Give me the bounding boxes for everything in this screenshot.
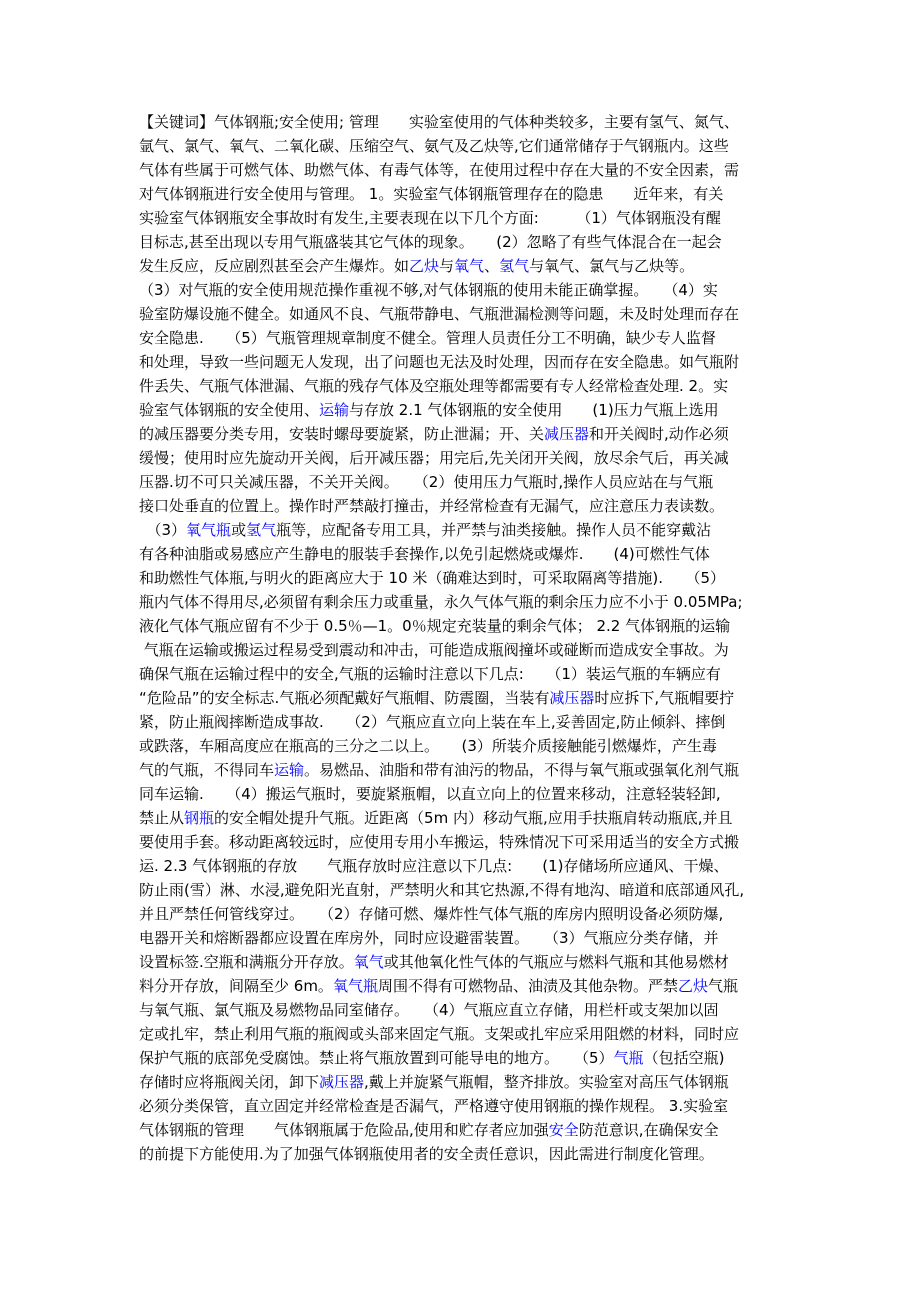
text-line xyxy=(139,1118,781,1142)
text-segment: ,戴上并旋紧气瓶帽，整齐排放。实验室对高压气体钢瓶 xyxy=(364,1073,729,1091)
text-line xyxy=(139,758,781,782)
text-line xyxy=(139,374,781,398)
text-line xyxy=(139,902,781,926)
text-segment: 要使用手套。移动距离较远时，应使用专用小车搬运，特殊情况下可采用适当的安全方式搬 xyxy=(139,833,740,851)
text-segment: 和开关阀时,动作必须 xyxy=(589,425,729,443)
text-line xyxy=(139,878,781,902)
text-segment: 周围不得有可燃物品、油渍及其他杂物。严禁 xyxy=(377,977,678,995)
text-line xyxy=(139,398,781,422)
text-segment: 设置标签.空瓶和满瓶分开存放。 xyxy=(139,953,354,971)
text-segment: 氩气、氯气、氧气、二氧化碳、压缩空气、氨气及乙炔等,它们通常储存于气钢瓶内。这些 xyxy=(139,137,729,155)
text-segment: 、 xyxy=(484,257,500,275)
text-segment: 存储时应将瓶阀关闭，卸下 xyxy=(139,1073,320,1091)
text-segment: （3）对气瓶的安全使用规范操作重视不够,对气体钢瓶的使用未能正确掌握。 （4）实 xyxy=(139,281,718,299)
text-line xyxy=(139,134,781,158)
text-segment: “危险品”的安全标志.气瓶必须配戴好气瓶帽、防震圈，当装有 xyxy=(139,689,550,707)
keyword-link[interactable]: 氧气瓶 xyxy=(332,977,378,995)
text-segment: 发生反应，反应剧烈甚至会产生爆炸。如 xyxy=(139,257,410,275)
text-segment: 实验室气体钢瓶安全事故时有发生,主要表现在以下几个方面: （1）气体钢瓶没有醒 xyxy=(139,209,721,227)
text-line xyxy=(139,278,781,302)
keyword-link[interactable]: 氧气 xyxy=(454,257,485,275)
text-line xyxy=(139,806,781,830)
text-segment: 液化气体气瓶应留有不少于 0.5％—1。0％规定充装量的剩余气体； 2.2 气体钢瓶的运输 xyxy=(139,617,731,635)
text-segment: 对气体钢瓶进行安全使用与管理。 1。实验室气体钢瓶管理存在的隐患 近年来，有关 xyxy=(139,185,724,203)
text-line xyxy=(139,710,781,734)
text-segment: 确保气瓶在运输过程中的安全,气瓶的运输时注意以下几点: （1）装运气瓶的车辆应有 xyxy=(139,665,721,683)
text-line xyxy=(139,686,781,710)
keyword-link[interactable]: 氢气 xyxy=(246,521,277,539)
text-line xyxy=(139,566,781,590)
text-segment: 的减压器要分类专用，安装时螺母要旋紧，防止泄漏；开、关 xyxy=(139,425,545,443)
text-line xyxy=(139,1142,781,1166)
text-line xyxy=(139,662,781,686)
text-segment: 和处理，导致一些问题无人发现，出了问题也无法及时处理，因而存在安全隐患。如气瓶附 xyxy=(139,353,740,371)
text-segment: （包括空瓶) xyxy=(643,1049,725,1067)
text-segment: 或跌落，车厢高度应在瓶高的三分之二以上。 (3）所装介质接触能引燃爆炸，产生毒 xyxy=(139,737,717,755)
text-segment: 验室防爆设施不健全。如通风不良、气瓶带静电、气瓶泄漏检测等问题，未及时处理而存在 xyxy=(139,305,740,323)
keyword-link[interactable]: 运输 xyxy=(319,401,350,419)
text-line xyxy=(139,518,781,542)
text-segment: 瓶内气体不得用尽,必须留有剩余压力或重量，永久气体气瓶的剩余压力应不小于 0.05MPa; xyxy=(139,593,743,611)
text-segment: 料分开存放，间隔至少 6m。 xyxy=(139,977,333,995)
keyword-link[interactable]: 减压器 xyxy=(544,425,590,443)
keyword-link[interactable]: 氧气瓶 xyxy=(186,521,232,539)
text-line xyxy=(139,1022,781,1046)
text-segment: 并且严禁任何管线穿过。 （2）存储可燃、爆炸性气体气瓶的库房内照明设备必须防爆, xyxy=(139,905,724,923)
keyword-link[interactable]: 安全 xyxy=(548,1121,579,1139)
text-line xyxy=(139,302,781,326)
text-segment: 气瓶在运输或搬运过程易受到震动和冲击，可能造成瓶阀撞坏或碰断而造成安全事故。为 xyxy=(139,641,729,659)
keyword-link[interactable]: 气瓶 xyxy=(613,1049,644,1067)
text-line xyxy=(139,230,781,254)
keyword-link[interactable]: 乙炔 xyxy=(677,977,708,995)
text-line xyxy=(139,254,781,278)
keyword-link[interactable]: 氢气 xyxy=(499,257,530,275)
text-line xyxy=(139,638,781,662)
text-line xyxy=(139,206,781,230)
text-line xyxy=(139,422,781,446)
text-segment: 的安全帽处提升气瓶。近距离（5m 内）移动气瓶,应用手扶瓶肩转动瓶底,并且 xyxy=(214,809,733,827)
text-line xyxy=(139,854,781,878)
text-segment: 气的气瓶，不得同车 xyxy=(139,761,275,779)
text-line xyxy=(139,782,781,806)
text-segment: 的前提下方能使用.为了加强气体钢瓶使用者的安全责任意识，因此需进行制度化管理。 xyxy=(139,1145,714,1163)
text-segment: 禁止从 xyxy=(139,809,185,827)
text-line xyxy=(139,470,781,494)
text-segment: 气体钢瓶的管理 气体钢瓶属于危险品,使用和贮存者应加强 xyxy=(139,1121,549,1139)
text-line xyxy=(139,974,781,998)
text-line xyxy=(139,734,781,758)
text-segment: 和助燃性气体瓶,与明火的距离应大于 10 米（确难达到时，可采取隔离等措施). （5） xyxy=(139,569,726,587)
text-segment: 气体有些属于可燃气体、助燃气体、有毒气体等，在使用过程中存在大量的不安全因素，需 xyxy=(139,161,740,179)
text-line xyxy=(139,1070,781,1094)
text-segment: 定或扎牢，禁止利用气瓶的瓶阀或头部来固定气瓶。支架或扎牢应采用阻燃的材料，同时应 xyxy=(139,1025,740,1043)
text-line xyxy=(139,1094,781,1118)
text-line xyxy=(139,110,781,134)
text-segment: 安全隐患. （5）气瓶管理规章制度不健全。管理人员责任分工不明确，缺少专人监督 xyxy=(139,329,716,347)
article-body xyxy=(139,110,781,1166)
text-line xyxy=(139,1046,781,1070)
text-segment: 与氧气瓶、氯气瓶及易燃物品同室储存。 （4）气瓶应直立存储，用栏杆或支架加以固 xyxy=(139,1001,719,1019)
text-segment: 目标志,甚至出现以专用气瓶盛装其它气体的现象。 (2）忽略了有些气体混合在一起会 xyxy=(139,233,722,251)
text-line xyxy=(139,614,781,638)
text-segment: 瓶等，应配备专用工具，并严禁与油类接触。操作人员不能穿戴沾 xyxy=(276,521,712,539)
text-segment: 防止雨(雪）淋、水浸,避免阳光直射，严禁明火和其它热源,不得有地沟、暗道和底部通风孔, xyxy=(139,881,745,899)
text-segment: 或其他氧化性气体的气瓶应与燃料气瓶和其他易燃材 xyxy=(383,953,729,971)
text-segment: 或 xyxy=(231,521,247,539)
keyword-link[interactable]: 乙炔 xyxy=(409,257,440,275)
text-segment: 缓慢；使用时应先旋动开关阀，后开减压器；用完后,先关闭开关阀，放尽余气后，再关减 xyxy=(139,449,729,467)
keyword-link[interactable]: 氧气 xyxy=(353,953,384,971)
text-segment: 气瓶 xyxy=(707,977,738,995)
text-line xyxy=(139,590,781,614)
text-segment: 电器开关和熔断器都应设置在库房外，同时应设避雷装置。 （3）气瓶应分类存储，并 xyxy=(139,929,719,947)
text-line xyxy=(139,158,781,182)
text-segment: 保护气瓶的底部免受腐蚀。禁止将气瓶放置到可能导电的地方。 （5） xyxy=(139,1049,614,1067)
text-segment: 与 xyxy=(439,257,455,275)
text-segment: 与氧气、氯气与乙炔等。 xyxy=(529,257,695,275)
text-segment: 接口处垂直的位置上。操作时严禁敲打撞击，并经常检查有无漏气，应注意压力表读数。 xyxy=(139,497,725,515)
text-line xyxy=(139,542,781,566)
keyword-link[interactable]: 运输 xyxy=(274,761,305,779)
text-segment: 必须分类保管，直立固定并经常检查是否漏气，严格遵守使用钢瓶的操作规程。 3.实验室 xyxy=(139,1097,729,1115)
text-segment: 同车运输. （4）搬运气瓶时，要旋紧瓶帽，以直立向上的位置来移动，注意轻装轻卸, xyxy=(139,785,721,803)
keyword-link[interactable]: 钢瓶 xyxy=(184,809,215,827)
text-line xyxy=(139,950,781,974)
keyword-link[interactable]: 减压器 xyxy=(319,1073,365,1091)
text-line xyxy=(139,926,781,950)
text-line xyxy=(139,494,781,518)
text-segment: （3） xyxy=(139,521,187,539)
text-segment: 有各种油脂或易感应产生静电的服装手套操作,以免引起燃烧或爆炸. (4)可燃性气体 xyxy=(139,545,710,563)
text-line xyxy=(139,446,781,470)
text-segment: 。易燃品、油脂和带有油污的物品，不得与氧气瓶或强氧化剂气瓶 xyxy=(304,761,740,779)
text-segment: 紧，防止瓶阀摔断造成事故. （2）气瓶应直立向上装在车上,妥善固定,防止倾斜、摔倒 xyxy=(139,713,726,731)
text-line xyxy=(139,350,781,374)
keyword-link[interactable]: 减压器 xyxy=(549,689,595,707)
text-segment: 【关键词】气体钢瓶;安全使用; 管理 实验室使用的气体种类较多，主要有氢气、氮气、 xyxy=(139,113,739,131)
text-segment: 防范意识,在确保安全 xyxy=(578,1121,719,1139)
text-segment: 时应拆下,气瓶帽要拧 xyxy=(594,689,735,707)
text-line xyxy=(139,830,781,854)
text-segment: 运. 2.3 气体钢瓶的存放 气瓶存放时应注意以下几点: (1)存储场所应通风、干燥、 xyxy=(139,857,729,875)
text-line xyxy=(139,998,781,1022)
text-segment: 件丢失、气瓶气体泄漏、气瓶的残存气体及空瓶处理等都需要有专人经常检查处理. 2。实 xyxy=(139,377,729,395)
text-segment: 验室气体钢瓶的安全使用、 xyxy=(139,401,320,419)
text-segment: 压器.切不可只关减压器，不关开关阀。 （2）使用压力气瓶时,操作人员应站在与气瓶 xyxy=(139,473,714,491)
text-segment: 与存放 2.1 气体钢瓶的安全使用 (1)压力气瓶上选用 xyxy=(349,401,719,419)
text-line xyxy=(139,326,781,350)
text-line xyxy=(139,182,781,206)
